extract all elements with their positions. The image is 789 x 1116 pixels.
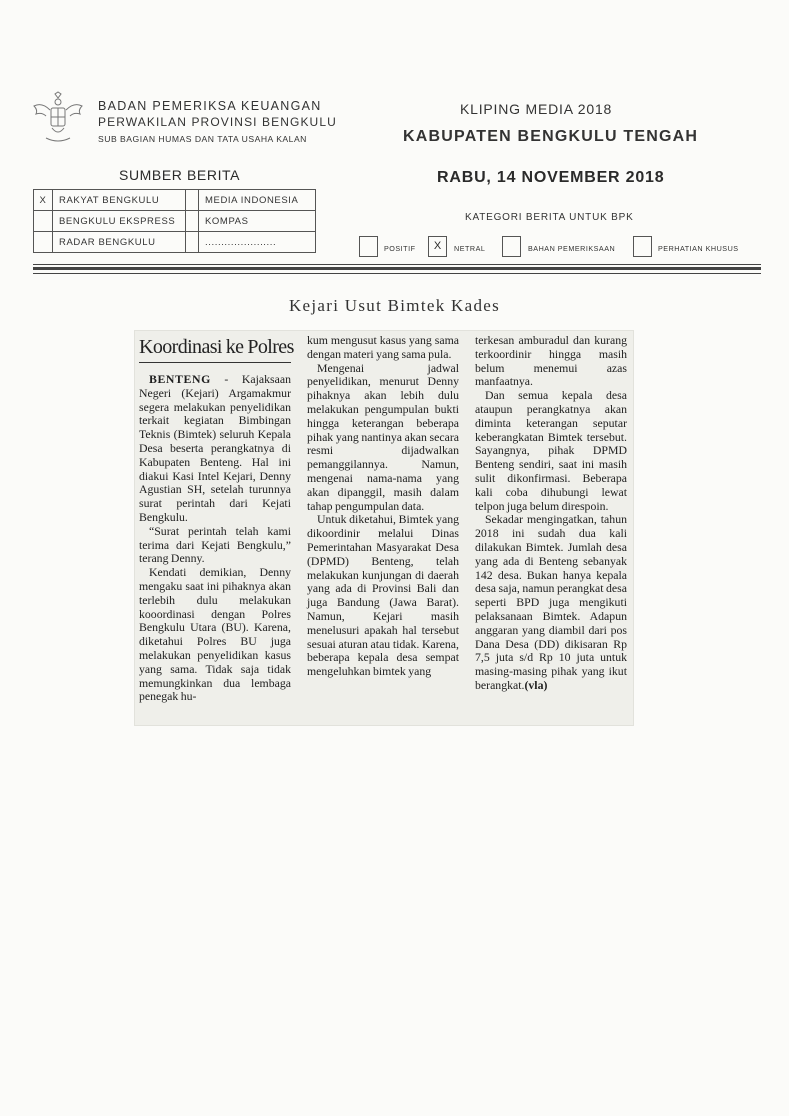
source-mark [34,232,53,253]
source-mark [186,211,199,232]
source-mark: X [34,190,53,211]
paragraph: Mengenai jadwal penyelidikan, menurut Denny pihaknya akan lebih dulu melakukan pengumpulan bukti hingga keterangan beberapa pihak yang nantinya akan secara resmi dijadwalkan pemanggilannya. Namun, mengenai nama-nama yang akan dipanggil, masih dalam tahap pengumpulan data. [307,360,459,513]
dateline: BENTENG [149,372,211,386]
source-name: BENGKULU EKSPRESS [53,211,186,232]
article-column-1 [139,334,294,704]
paragraph-text: - Kajaksaan Negeri (Kejari) Argamakmur segera melakukan penyelidikan terkait kegiatan Bimbingan Teknis (Bimtek) seluruh Kepala Desa beserta perangkatnya di Kabupaten Benteng. Hal ini diakui Kasi Intel Kejari, Denny Agustian SH, setelah turunnya surat perintah dari Kejati Bengkulu. [139,372,291,524]
article-column-2 [307,334,459,679]
source-mark [186,232,199,253]
positif-label: POSITIF [384,244,416,253]
bahan-pemeriksaan-checkbox[interactable] [502,236,521,257]
paragraph: Untuk diketahui, Bimtek yang dikoordinir melalui Dinas Pemerintahan Masyarakat Desa (DPMD) Benteng, telah melakukan kunjungan di daerah yang ada di Provinsi Bali dan juga Bandung (Jawa Barat). Namun, Kejari masih menelusuri apakah hal tersebut sesuai aturan atau tidak. Karena, beberapa kepala desa sempat mengeluhkan bimtek yang [307,512,459,679]
newspaper-clipping [134,330,634,726]
paragraph [475,513,627,692]
article-subhead: Koordinasi ke Polres [139,334,291,363]
perhatian-khusus-checkbox[interactable] [633,236,652,257]
source-name: RAKYAT BENGKULU [53,190,186,211]
table-row [34,190,316,211]
source-name: MEDIA INDONESIA [199,190,316,211]
source-name: RADAR BENGKULU [53,232,186,253]
article-column-3 [475,334,627,693]
kliping-title: KLIPING MEDIA 2018 [460,101,613,117]
paragraph: Kendati demikian, Denny mengaku saat ini pihaknya akan terlebih dulu melakukan kooordinasi dengan Polres Bengkulu Utara (BU). Karena, diketahui Polres BU juga melakukan penyelidikan kasus yang sama. Tidak saja tidak memungkinkan dua lembaga penegak hu- [139,565,291,704]
source-name: ...................... [199,232,316,253]
header-divider [33,273,761,274]
positif-checkbox[interactable] [359,236,378,257]
paragraph-text: Sekadar mengingatkan, tahun 2018 ini sudah dua kali dilakukan Bimtek. Jumlah desa yang ada di Benteng sebanyak 142 desa. Bukan hanya kepala desa saja, namun perangkat desa seperti BPD juga mengikuti pelaksanaan Bimtek. Adapun anggaran yang diambil dari pos Dana Desa (DD) dikisaran Rp 7,5 juta s/d Rp 10 juta untuk masing-masing pihak yang ikut berangkat. [475,512,627,692]
article-headline: Kejari Usut Bimtek Kades [288,296,501,315]
paragraph [139,373,291,525]
perhatian-khusus-label: PERHATIAN KHUSUS [658,244,739,253]
org-branch: PERWAKILAN PROVINSI BENGKULU [98,115,337,129]
source-name: KOMPAS [199,211,316,232]
netral-checkbox[interactable]: X [428,236,447,257]
sumber-berita-table [33,189,316,253]
paragraph: “Surat perintah telah kami terima dari Kejati Bengkulu,” terang Denny. [139,523,291,566]
org-name: BADAN PEMERIKSA KEUANGAN [98,99,322,113]
header-divider [33,267,761,270]
header-divider [33,264,761,265]
kabupaten-title: KABUPATEN BENGKULU TENGAH [403,128,699,145]
paragraph: Dan semua kepala desa ataupun perangkatnya akan diminta keterangan seputar keberangkatan Bimtek tersebut. Sayangnya, pihak DPMD Benteng sendiri, saat ini masih sulit dikonfirmasi. Beberapa kali coba dihubungi lewat telpon juga belum direspoin. [475,388,627,513]
table-row [34,232,316,253]
date-title: RABU, 14 NOVEMBER 2018 [437,169,665,186]
bahan-pemeriksaan-label: BAHAN PEMERIKSAAN [528,244,616,253]
kategori-title: KATEGORI BERITA UNTUK BPK [465,212,634,223]
paragraph: kum mengusut kasus yang sama dengan materi yang sama pula. [307,333,459,361]
source-mark [34,211,53,232]
sumber-berita-title: SUMBER BERITA [119,167,241,183]
author-signature: (vla) [524,677,548,692]
table-row [34,211,316,232]
source-mark [186,190,199,211]
org-division: SUB BAGIAN HUMAS DAN TATA USAHA KALAN [98,134,307,144]
paragraph: terkesan amburadul dan kurang terkoordinir hingga masih belum menemui azas manfaatnya. [475,333,627,389]
garuda-emblem-icon [28,90,88,148]
netral-label: NETRAL [454,244,486,253]
